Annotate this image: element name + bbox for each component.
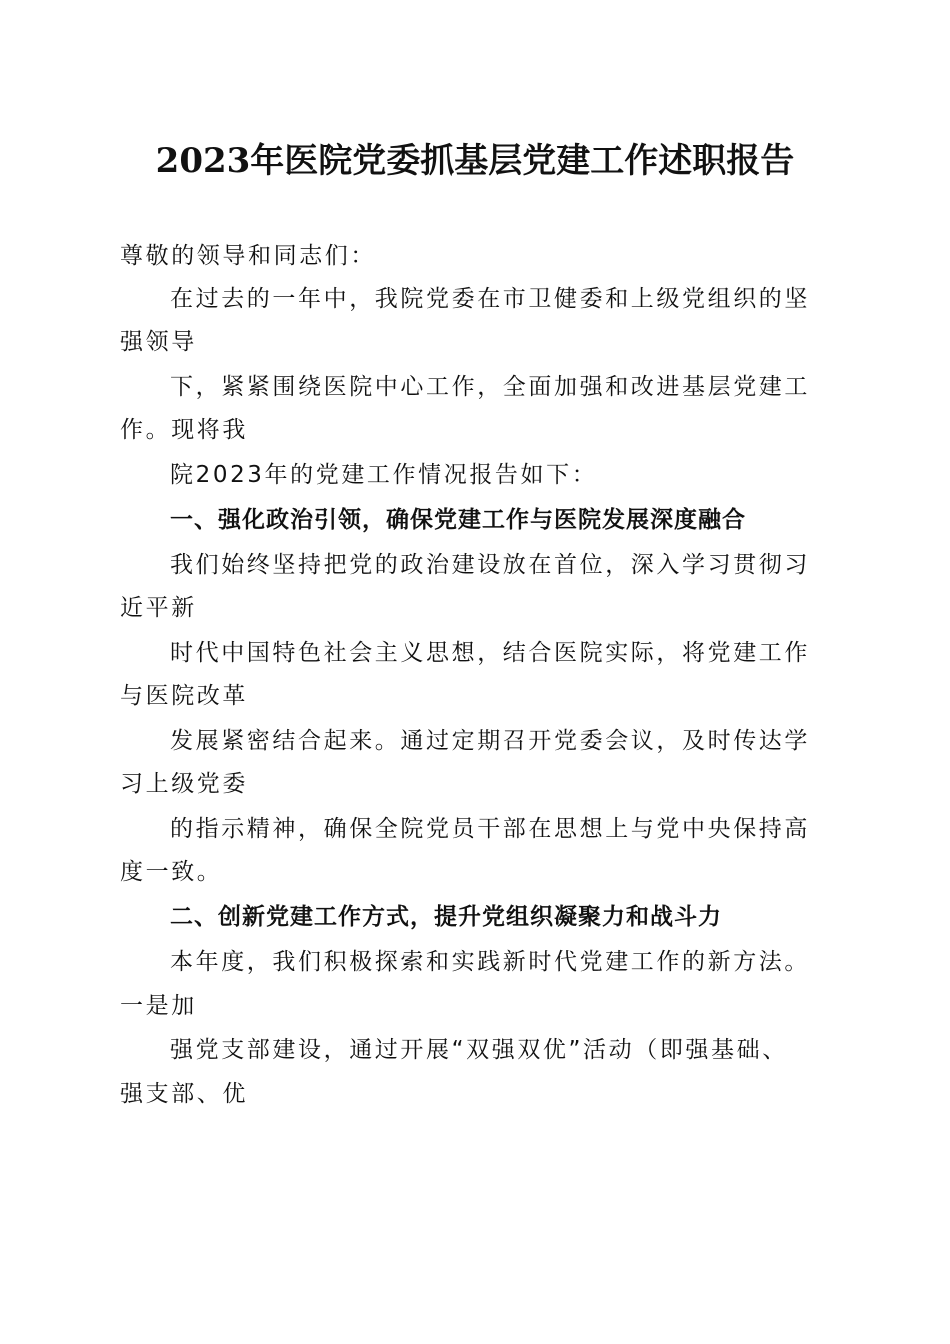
paragraph-line: 在过去的一年中，我院党委在市卫健委和上级党组织的坚: [170, 286, 810, 312]
paragraph-line: 本年度，我们积极探索和实践新时代党建工作的新方法。: [170, 949, 810, 975]
paragraph-line: 强党支部建设，通过开展“双强双优”活动（即强基础、: [170, 1037, 788, 1063]
paragraph-line: 院2023年的党建工作情况报告如下：: [170, 462, 598, 488]
paragraph-line: 近平新: [120, 595, 197, 621]
paragraph-line: 习上级党委: [120, 771, 248, 797]
document-title: 2023年医院党委抓基层党建工作述职报告: [155, 141, 795, 181]
paragraph-line: 下，紧紧围绕医院中心工作，全面加强和改进基层党建工: [170, 374, 810, 400]
paragraph-line: 发展紧密结合起来。通过定期召开党委会议，及时传达学: [170, 728, 810, 754]
salutation-line: 尊敬的领导和同志们：: [120, 243, 376, 269]
paragraph-line: 我们始终坚持把党的政治建设放在首位，深入学习贯彻习: [170, 552, 810, 578]
paragraph-line: 时代中国特色社会主义思想，结合医院实际，将党建工作: [170, 640, 810, 666]
paragraph-line: 度一致。: [120, 859, 223, 885]
paragraph-line: 强领导: [120, 329, 197, 355]
paragraph-line: 作。现将我: [120, 417, 248, 443]
paragraph-line: 强支部、优: [120, 1081, 248, 1107]
paragraph-line: 与医院改革: [120, 683, 248, 709]
section-heading-2: 二、创新党建工作方式，提升党组织凝聚力和战斗力: [170, 904, 722, 930]
paragraph-line: 一是加: [120, 993, 197, 1019]
paragraph-line: 的指示精神，确保全院党员干部在思想上与党中央保持高: [170, 816, 810, 842]
section-heading-1: 一、强化政治引领，确保党建工作与医院发展深度融合: [170, 507, 746, 533]
